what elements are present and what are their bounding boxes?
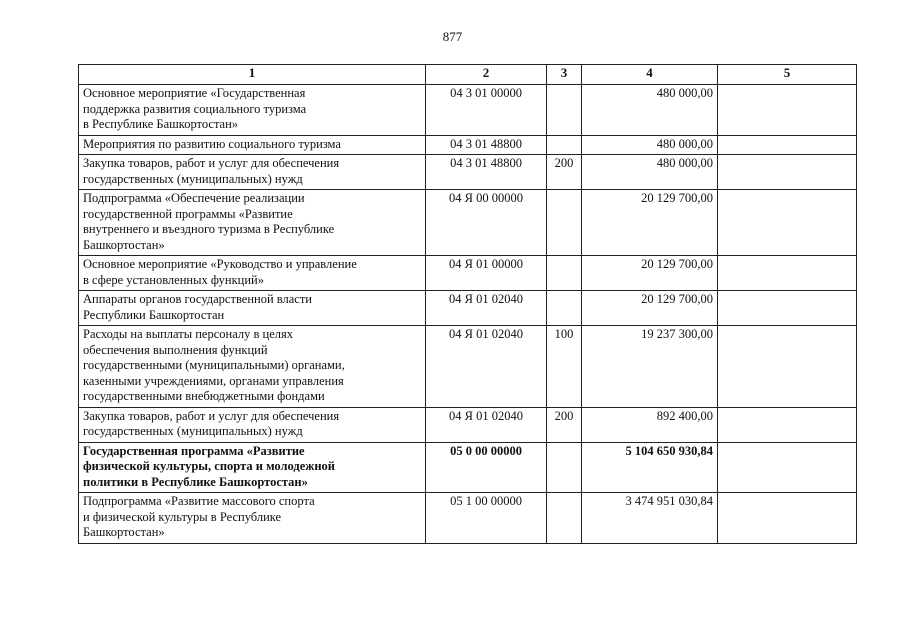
row-type	[547, 135, 582, 155]
row-extra	[718, 155, 857, 190]
row-extra	[718, 85, 857, 136]
row-name: Мероприятия по развитию социального туризма	[83, 136, 341, 151]
header-col-5: 5	[718, 65, 857, 85]
table-header-row	[79, 65, 857, 85]
row-code: 04 3 01 48800	[426, 155, 547, 190]
row-type: 200	[547, 155, 582, 190]
row-type	[547, 256, 582, 291]
row-name: Аппараты органов государственной власти Республики Башкортостан	[83, 292, 312, 322]
row-code: 05 1 00 00000	[426, 493, 547, 544]
table-row	[79, 190, 857, 256]
row-name: Расходы на выплаты персоналу в целях обеспечения выполнения функций государственными (муниципальными) органами, казенными учреждениями, органами управления государственными внебюджетными фондами	[83, 327, 345, 403]
row-sum: 5 104 650 930,84	[582, 442, 718, 493]
table-row	[79, 493, 857, 544]
row-extra	[718, 291, 857, 326]
row-extra	[718, 326, 857, 408]
row-extra	[718, 493, 857, 544]
table-row	[79, 442, 857, 493]
row-code: 04 Я 01 02040	[426, 407, 547, 442]
row-extra	[718, 190, 857, 256]
row-name: Подпрограмма «Развитие массового спорта и физической культуры в Республике Башкортостан»	[83, 494, 315, 539]
row-sum: 480 000,00	[582, 85, 718, 136]
row-extra	[718, 256, 857, 291]
row-extra	[718, 135, 857, 155]
row-type	[547, 442, 582, 493]
table-row	[79, 135, 857, 155]
row-code: 04 Я 01 00000	[426, 256, 547, 291]
row-name: Государственная программа «Развитие физической культуры, спорта и молодежной политики в Республике Башкортостан»	[83, 443, 335, 489]
row-code: 04 3 01 00000	[426, 85, 547, 136]
row-sum: 20 129 700,00	[582, 190, 718, 256]
row-code: 04 Я 01 02040	[426, 291, 547, 326]
row-type: 100	[547, 326, 582, 408]
row-extra	[718, 407, 857, 442]
table-row	[79, 326, 857, 408]
row-sum: 20 129 700,00	[582, 291, 718, 326]
header-col-1: 1	[79, 65, 426, 85]
row-name: Закупка товаров, работ и услуг для обеспечения государственных (муниципальных) нужд	[83, 408, 340, 438]
row-type	[547, 493, 582, 544]
row-sum: 892 400,00	[582, 407, 718, 442]
table-row	[79, 407, 857, 442]
table-row	[79, 256, 857, 291]
row-sum: 480 000,00	[582, 135, 718, 155]
row-type	[547, 85, 582, 136]
table-row	[79, 85, 857, 136]
row-type: 200	[547, 407, 582, 442]
header-col-2: 2	[426, 65, 547, 85]
header-col-4: 4	[582, 65, 718, 85]
budget-table	[78, 64, 857, 544]
page-number: 877	[442, 29, 463, 44]
row-code: 04 Я 01 02040	[426, 326, 547, 408]
row-code: 04 Я 00 00000	[426, 190, 547, 256]
row-name: Основное мероприятие «Руководство и управление в сфере установленных функций»	[83, 257, 357, 287]
row-type	[547, 291, 582, 326]
header-col-3: 3	[547, 65, 582, 85]
row-name: Закупка товаров, работ и услуг для обеспечения государственных (муниципальных) нужд	[83, 156, 340, 186]
row-sum: 480 000,00	[582, 155, 718, 190]
table-row	[79, 155, 857, 190]
row-name: Подпрограмма «Обеспечение реализации государственной программы «Развитие внутреннего и въездного туризма в Республике Башкортостан»	[83, 191, 335, 252]
row-sum: 19 237 300,00	[582, 326, 718, 408]
row-sum: 3 474 951 030,84	[582, 493, 718, 544]
row-sum: 20 129 700,00	[582, 256, 718, 291]
table-row	[79, 291, 857, 326]
row-code: 04 3 01 48800	[426, 135, 547, 155]
row-code: 05 0 00 00000	[426, 442, 547, 493]
row-type	[547, 190, 582, 256]
row-extra	[718, 442, 857, 493]
row-name: Основное мероприятие «Государственная поддержка развития социального туризма в Республике Башкортостан»	[83, 86, 307, 131]
